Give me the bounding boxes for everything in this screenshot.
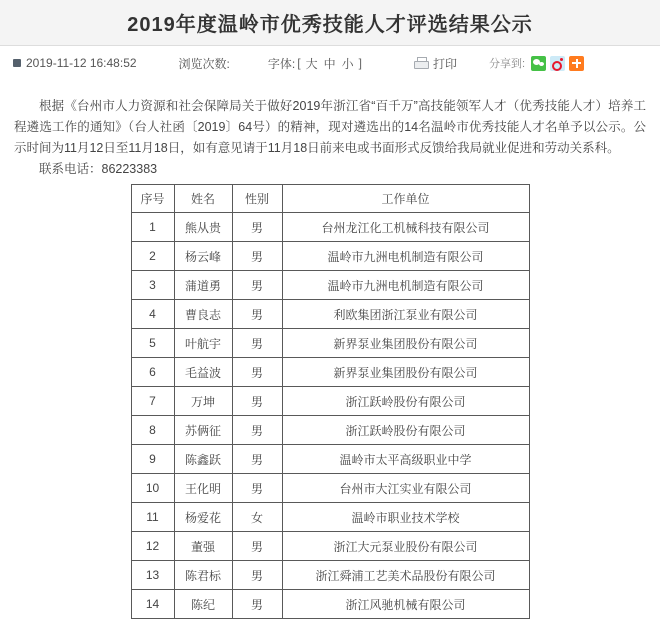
views-label: 浏览次数: (178, 56, 230, 71)
table-cell: 浙江舜浦工艺美术品股份有限公司 (282, 561, 529, 590)
announcement-paragraph: 根据《台州市人力资源和社会保障局关于做好2019年浙江省“百千万”高技能领军人才（优秀技能人才）培养工程遴选工作的通知》（台人社函〔2019〕64号）的精神，现对遴选出的14名温岭市优秀技能人才名单予以公示。公示时间为11月12日至11月18日，如有意见请于11月18日前来电或书面形式反馈给我局就业促进和劳动关系科。 (14, 99, 646, 155)
table-cell: 8 (131, 416, 174, 445)
table-cell: 新界泵业集团股份有限公司 (282, 329, 529, 358)
table-cell: 利欧集团浙江泵业有限公司 (282, 300, 529, 329)
table-cell: 男 (232, 532, 282, 561)
weibo-share-icon[interactable] (550, 56, 565, 71)
table-cell: 男 (232, 387, 282, 416)
wechat-share-icon[interactable] (531, 56, 546, 71)
font-bracket-open: [ (297, 56, 301, 70)
table-cell: 叶航宇 (174, 329, 232, 358)
font-size-control (268, 55, 364, 72)
table-cell: 9 (131, 445, 174, 474)
table-cell: 5 (131, 329, 174, 358)
table-cell: 男 (232, 329, 282, 358)
publish-date: 2019-11-12 16:48:52 (26, 56, 137, 70)
page-header (0, 0, 660, 46)
table-cell: 杨爱花 (174, 503, 232, 532)
table-cell: 11 (131, 503, 174, 532)
table-row (131, 416, 529, 445)
font-size-large[interactable]: 大 (305, 56, 318, 71)
table-row (131, 329, 529, 358)
results-table (131, 184, 530, 619)
contact-phone: 联系电话：86223383 (39, 162, 158, 176)
table-row (131, 590, 529, 619)
table-row (131, 503, 529, 532)
table-cell: 毛益波 (174, 358, 232, 387)
publish-date-group (13, 56, 137, 70)
table-cell: 董强 (174, 532, 232, 561)
table-cell: 温岭市太平高级职业中学 (282, 445, 529, 474)
table-cell: 男 (232, 445, 282, 474)
font-size-medium[interactable]: 中 (323, 56, 336, 71)
table-cell: 杨云峰 (174, 242, 232, 271)
table-cell: 新界泵业集团股份有限公司 (282, 358, 529, 387)
table-cell: 浙江风驰机械有限公司 (282, 590, 529, 619)
table-cell: 浙江跃岭股份有限公司 (282, 416, 529, 445)
table-cell: 3 (131, 271, 174, 300)
table-cell: 陈鑫跃 (174, 445, 232, 474)
table-cell: 男 (232, 474, 282, 503)
table-cell: 10 (131, 474, 174, 503)
announcement-body (0, 80, 660, 159)
table-cell: 王化明 (174, 474, 232, 503)
table-cell: 2 (131, 242, 174, 271)
printer-icon (414, 57, 429, 70)
print-button[interactable] (414, 55, 457, 72)
table-cell: 台州龙江化工机械科技有限公司 (282, 213, 529, 242)
table-cell: 男 (232, 242, 282, 271)
page-title: 2019年度温岭市优秀技能人才评选结果公示 (127, 14, 533, 36)
table-cell: 男 (232, 416, 282, 445)
results-table-container (0, 184, 660, 619)
table-row (131, 445, 529, 474)
table-cell: 温岭市九洲电机制造有限公司 (282, 271, 529, 300)
table-cell: 1 (131, 213, 174, 242)
table-row (131, 358, 529, 387)
table-row (131, 532, 529, 561)
table-cell: 蒲道勇 (174, 271, 232, 300)
table-cell: 温岭市九洲电机制造有限公司 (282, 242, 529, 271)
table-cell: 13 (131, 561, 174, 590)
table-row (131, 271, 529, 300)
table-row (131, 387, 529, 416)
font-label: 字体: (267, 56, 296, 71)
table-cell: 苏俩征 (174, 416, 232, 445)
table-cell: 陈纪 (174, 590, 232, 619)
column-header-index: 序号 (131, 185, 174, 213)
font-size-small[interactable]: 小 (341, 56, 354, 71)
table-cell: 男 (232, 271, 282, 300)
share-label: 分享到: (488, 58, 526, 70)
table-cell: 14 (131, 590, 174, 619)
table-cell: 陈君标 (174, 561, 232, 590)
font-bracket-close: ] (358, 56, 362, 70)
table-cell: 男 (232, 561, 282, 590)
table-cell: 4 (131, 300, 174, 329)
table-body (131, 213, 529, 619)
table-cell: 男 (232, 213, 282, 242)
table-header-row (131, 185, 529, 213)
date-icon (13, 59, 21, 67)
print-label: 打印 (432, 56, 457, 71)
table-cell: 女 (232, 503, 282, 532)
table-cell: 万坤 (174, 387, 232, 416)
table-row (131, 242, 529, 271)
table-cell: 浙江跃岭股份有限公司 (282, 387, 529, 416)
table-cell: 浙江大元泵业股份有限公司 (282, 532, 529, 561)
share-icons (531, 56, 584, 71)
table-row (131, 474, 529, 503)
table-cell: 曹良志 (174, 300, 232, 329)
column-header-name: 姓名 (174, 185, 232, 213)
table-cell: 台州市大江实业有限公司 (282, 474, 529, 503)
table-cell: 6 (131, 358, 174, 387)
table-cell: 12 (131, 532, 174, 561)
table-cell: 男 (232, 358, 282, 387)
table-cell: 温岭市职业技术学校 (282, 503, 529, 532)
table-cell: 7 (131, 387, 174, 416)
more-share-icon[interactable] (569, 56, 584, 71)
table-cell: 熊从贵 (174, 213, 232, 242)
column-header-company: 工作单位 (282, 185, 529, 213)
column-header-gender: 性别 (232, 185, 282, 213)
table-row (131, 213, 529, 242)
table-cell: 男 (232, 590, 282, 619)
toolbar (0, 46, 660, 80)
table-row (131, 300, 529, 329)
table-cell: 男 (232, 300, 282, 329)
table-row (131, 561, 529, 590)
